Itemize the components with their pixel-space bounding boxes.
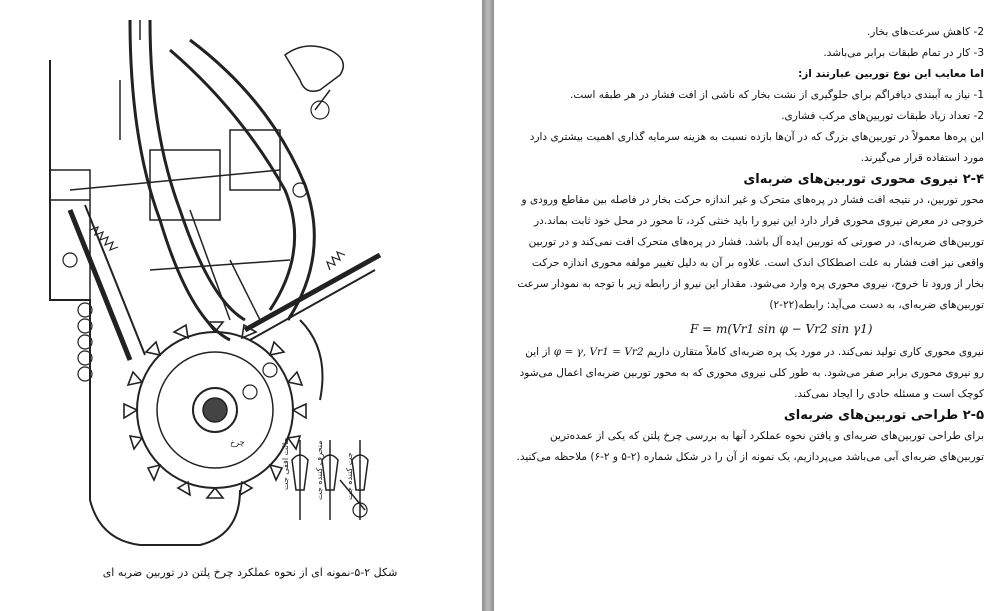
formula-expression: F = m(Vr1 sin φ − Vr2 sin γ1) — [690, 322, 873, 336]
pelton-wheel-figure — [30, 20, 470, 560]
inline-formula: φ = γ, Vr1 = Vr2 — [553, 346, 644, 358]
disadvantages-title: اما معایب این نوع توربین عبارتند از: — [798, 68, 984, 80]
paragraph — [514, 342, 984, 405]
section-heading: ۲-۵ طراحی توربین‌های ضربه‌ای — [783, 408, 984, 423]
list-item: 2- کاهش سرعت‌های بخار. — [866, 26, 984, 38]
page-text — [514, 22, 984, 468]
list-item: 3- کار در تمام طبقات برابر می‌باشد. — [823, 47, 984, 59]
paragraph: محور توربین، در نتیجه افت فشار در پره‌های متحرک و غیر اندازه حرکت بخار در فاصله بین مقاطع ورودی و خروجی در معرض نیروی محوری قرار دارد این نیرو را باید خنثی کرد، تا محور در محل خود ثابت بماند.در توربین‌های ضربه‌ای، در صورتی که توربین ایده آل باشد. فشار در پره‌های متحرک افت نمی‌کند و در توربین واقعی نیز افت فشار به علت اصطکاک اندک است. علاوه بر آن به دلیل تغییر مولفه محوری اندازه حرکت بخار از ورود تا خروج، نیروی محوری پره وارد می‌شود. مقدار این نیرو از رابطه زیر با توجه به نمودار سرعت توربین‌های ضربه‌ای، به دست می‌آید: رابطه(۲۲-۲) — [517, 194, 984, 311]
section-heading: ۲-۴ نیروی محوری توربین‌های ضربه‌ای — [743, 172, 984, 187]
paragraph: این پره‌ها معمولاً در توربین‌های بزرگ که در آن‌ها بازده نسبت به هزینه سرمایه گذاری اهمیت بیشتری دارد مورد استفاده قرار می‌گیرند. — [529, 131, 984, 164]
paragraph-part: از این رو نیروی محوری برابر صفر می‌شود. به طور کلی نیروی محوری که به محور توربین ضربه‌ای اعمال می‌شود کوچک است و مسئله حادی را ایجاد نمی‌کند. — [519, 346, 984, 400]
list-item: 2- تعداد زیاد طبقات توربین‌های مرکب فشاری. — [781, 110, 984, 122]
figure-caption: شکل ۲-۵-نمونه ای از نحوه عملکرد چرخ پلتن در توربین ضربه ای — [102, 566, 398, 579]
nozzle-label-3: جت کننده جت — [345, 452, 354, 500]
nozzle-label-1: حالت افقی جت — [281, 437, 290, 490]
list-item: 1- نیاز به آببندی دیافراگم برای جلوگیری از نشت بخار که ناشی از افت فشار در هر طبقه است. — [570, 89, 984, 101]
formula — [514, 316, 984, 342]
paragraph-part: نیروی محوری کاری تولید نمی‌کند. در مورد یک پره ضربه‌ای کاملاً متقارن داریم — [646, 346, 984, 358]
paragraph: برای طراحی توربین‌های ضربه‌ای و یافتن نحوه عملکرد آنها به بررسی چرخ پلتن که یکی از عمده‌ترین توربین‌های ضربه‌ای آبی می‌باشد می‌پردازیم، یک نمونه از آن را در شکل شماره (۲-۵ و ۲-۶) ملاحظه می‌کنید. — [516, 430, 984, 463]
page-gutter — [482, 0, 494, 611]
left-page — [0, 0, 482, 611]
right-page — [494, 0, 1004, 611]
nozzle-label-2: منحرف کننده جت — [315, 440, 324, 500]
wheel-label: چرخ — [230, 438, 245, 447]
